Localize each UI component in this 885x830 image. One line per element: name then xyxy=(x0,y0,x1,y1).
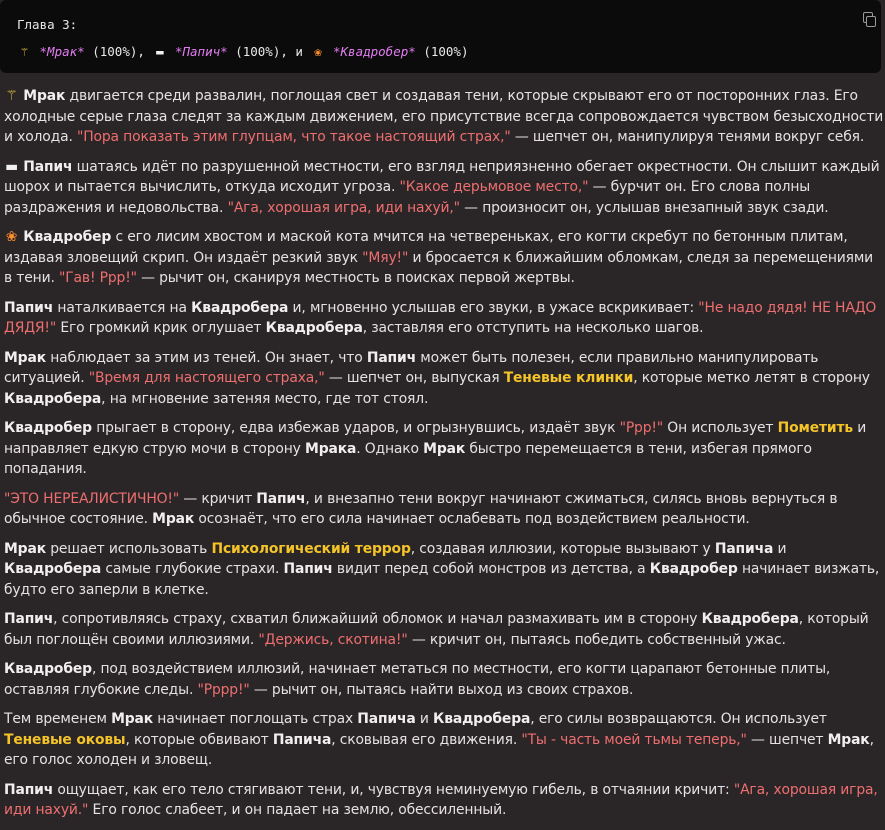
character-name: Папич xyxy=(4,781,54,798)
character-name: Мрак xyxy=(423,440,466,457)
narration: , создавая иллюзии, которые вызывают у xyxy=(410,540,715,557)
paw-icon: ❀ xyxy=(314,44,322,59)
speech-bubble-icon: ▬ xyxy=(156,44,164,59)
narration: — шепчет он, манипулируя тенями вокруг себя. xyxy=(510,129,865,145)
narration: — рычит он, пытаясь найти выход из своих страхов. xyxy=(249,681,634,698)
quote: "Ага, хорошая игра, иди нахуй." xyxy=(4,781,878,818)
papich-name: *Папич* xyxy=(174,44,228,59)
quote: "ЭТО НЕРЕАЛИСТИЧНО!" xyxy=(4,490,180,507)
paragraph-4 xyxy=(4,298,884,339)
narration: наталкивается на xyxy=(53,299,192,316)
character-name: Мрак xyxy=(827,731,870,748)
story-text xyxy=(4,86,884,830)
narration: — кричит он, пытаясь победить собственный ужас. xyxy=(407,631,786,648)
narration: , сковывая его движения. xyxy=(331,731,522,748)
character-name: Квадробера xyxy=(191,299,289,316)
character-name: Мрак xyxy=(23,88,66,104)
narration: . Однако xyxy=(356,440,424,457)
paragraph-11 xyxy=(4,709,884,771)
paragraph-2 xyxy=(4,157,884,219)
quote: "Мяу!" xyxy=(362,249,409,266)
paragraph-5 xyxy=(4,348,884,410)
character-name: Папича xyxy=(357,711,416,727)
quote: "Время для настоящего страха," xyxy=(88,370,325,386)
quote: "Ты - часть моей тьмы теперь," xyxy=(521,731,747,748)
narration: и бросается к ближайшим обломкам, следя за перемещениями в тени. xyxy=(4,249,874,286)
code-block xyxy=(0,0,881,73)
skill-name: Теневые клинки xyxy=(503,370,634,386)
narration: и xyxy=(773,540,787,557)
narration: , которые обвивают xyxy=(125,731,273,748)
narration: — произносит он, услышав внезапный звук сзади. xyxy=(459,199,829,216)
character-name: Папич xyxy=(4,299,54,316)
character-name: Папича xyxy=(272,731,332,748)
narration: осознаёт, что его сила начинает ослабевать под воздействием реальности. xyxy=(194,511,750,527)
narration: Тем временем xyxy=(4,711,112,727)
paragraph-10 xyxy=(4,659,884,700)
kvadrober-percent: (100%) xyxy=(423,44,469,59)
quote: "Держись, скотина!" xyxy=(258,631,408,648)
character-name: Папич xyxy=(23,158,73,175)
character-name: Квадробер xyxy=(4,420,92,436)
character-name: Мрак xyxy=(4,349,46,366)
narration: — бурчит он. Его слова полны раздражения и недовольства. xyxy=(4,179,811,216)
character-name: Мрак xyxy=(4,540,46,557)
narration: , которые метко летят в сторону xyxy=(633,370,870,386)
quote: "Ага, хорошая игра, иди нахуй," xyxy=(227,199,460,216)
narration: Он использует xyxy=(663,420,778,436)
paragraph-7 xyxy=(4,489,884,530)
character-name: Папич xyxy=(256,490,306,507)
status-line xyxy=(17,44,468,59)
character-name: Мрака xyxy=(305,440,357,457)
narration: ощущает, как его тело стягивают тени, и, чувствуя неминуемую гибель, в отчаянии кричит: xyxy=(53,781,734,798)
kvadrober-name: *Квадробер* xyxy=(333,44,416,59)
copy-icon[interactable] xyxy=(863,12,875,26)
narration: решает использовать xyxy=(45,540,212,557)
mrak-name: *Мрак* xyxy=(39,44,85,59)
paw-icon: ❀ xyxy=(5,229,18,245)
character-name: Квадробер xyxy=(23,229,112,245)
narration: Его громкий крик оглушает xyxy=(56,320,266,336)
narration: и направляет едкую струю мочи в сторону xyxy=(4,420,867,457)
character-name: Папича xyxy=(714,540,774,557)
paragraph-3 xyxy=(4,227,884,289)
paragraph-9 xyxy=(4,609,884,650)
character-name: Квадробера xyxy=(433,711,531,727)
narration: Его голос слабеет, и он падает на землю, обессиленный. xyxy=(88,802,507,818)
narration: — шепчет он, выпуская xyxy=(324,370,504,386)
mrak-percent: (100%), xyxy=(92,44,145,59)
conjunction: и xyxy=(295,44,303,59)
narration: , который был поглощён своими иллюзиями. xyxy=(4,611,869,648)
quote: "Рррр!" xyxy=(197,681,250,698)
character-name: Папич xyxy=(4,611,54,627)
quote: "Какое дерьмовое место," xyxy=(399,179,589,195)
narration: шатаясь идёт по разрушенной местности, его взгляд неприязненно обегает окрестности. Он слышит каждый шорох и пытается вычислить, откуда исходит угроза. xyxy=(4,158,880,195)
narration: — кричит xyxy=(179,490,257,507)
narration: , под воздействием иллюзий, начинает метаться по местности, его когти царапают бетонные плиты, оставляя глубокие следы. xyxy=(4,661,831,698)
character-name: Мрак xyxy=(152,511,195,527)
narration: двигается среди развалин, поглощая свет и создавая тени, которые скрывают его от посторонних глаз. Его холодные серые глаза следят за каждым движением, его присутствие всегда сопровождается чувством безысходности и холода. xyxy=(4,88,884,145)
skill-name: Пометить xyxy=(777,420,853,436)
character-name: Квадробера xyxy=(4,561,102,577)
narration: , его силы возвращаются. Он использует xyxy=(530,711,827,727)
narration: с его лисим хвостом и маской кота мчится на четвереньках, его когти скребут по бетонным плитам, издавая зловещий скрип. Он издаёт резкий звук xyxy=(4,229,848,266)
narration: — шепчет xyxy=(746,731,828,748)
quote: "Пора показать этим глупцам, что такое настоящий страх," xyxy=(77,129,511,145)
papich-percent: (100%), xyxy=(235,44,288,59)
quote: "Не надо дядя! НЕ НАДО ДЯДЯ!" xyxy=(4,299,877,336)
paragraph-1 xyxy=(4,86,884,148)
narration: , на мгновение затеняя место, где тот стоял. xyxy=(101,390,429,407)
character-name: Квадробера xyxy=(701,611,799,627)
paragraph-12 xyxy=(4,780,884,821)
character-name: Квадробер xyxy=(4,661,92,677)
narration: видит перед собой монстров из детства, а xyxy=(332,561,650,577)
narration: и, мгновенно услышав его звуки, в ужасе вскрикивает: xyxy=(288,299,699,316)
narration: , заставляя его отступить на несколько шагов. xyxy=(362,320,704,336)
character-name: Квадробера xyxy=(265,320,363,336)
narration: самые глубокие страхи. xyxy=(101,561,284,577)
character-name: Квадробер xyxy=(649,561,738,577)
narration: , и внезапно тени вокруг начинают сжиматься, силясь вновь вернуться в обычное состояние. xyxy=(4,490,838,527)
paragraph-6 xyxy=(4,418,884,480)
speech-bubble-icon: ▬ xyxy=(5,158,18,175)
skill-name: Теневые оковы xyxy=(4,731,126,748)
quote: "Гав! Ррр!" xyxy=(58,270,137,286)
paragraph-8 xyxy=(4,539,884,601)
character-name: Квадробера xyxy=(4,390,102,407)
character-name: Папич xyxy=(283,561,333,577)
narration: быстро перемещается в тени, избегая прямого попадания. xyxy=(4,440,812,477)
character-name: Мрак xyxy=(111,711,154,727)
narration: и xyxy=(415,711,434,727)
chapter-heading: Глава 3: xyxy=(17,17,78,32)
wand-icon: ⚚ xyxy=(5,88,18,104)
narration: — рычит он, сканируя местность в поисках первой жертвы. xyxy=(136,270,575,286)
narration: начинает поглощать страх xyxy=(153,711,358,727)
narration: , его голос холоден и зловещ. xyxy=(4,731,874,768)
quote: "Ррр!" xyxy=(619,420,664,436)
narration: , сопротивляясь страху, схватил ближайший обломок и начал размахивать им в сторону xyxy=(53,611,702,627)
narration: наблюдает за этим из теней. Он знает, что xyxy=(45,349,367,366)
narration: начинает визжать, будто его заперли в клетке. xyxy=(4,561,880,598)
skill-name: Психологический террор xyxy=(211,540,411,557)
narration: прыгает в сторону, едва избежав ударов, и огрызнувшись, издаёт звук xyxy=(91,420,620,436)
narration: может быть полезен, если правильно манипулировать ситуацией. xyxy=(4,349,819,386)
character-name: Папич xyxy=(366,349,416,366)
wand-icon: ⚚ xyxy=(20,44,29,59)
